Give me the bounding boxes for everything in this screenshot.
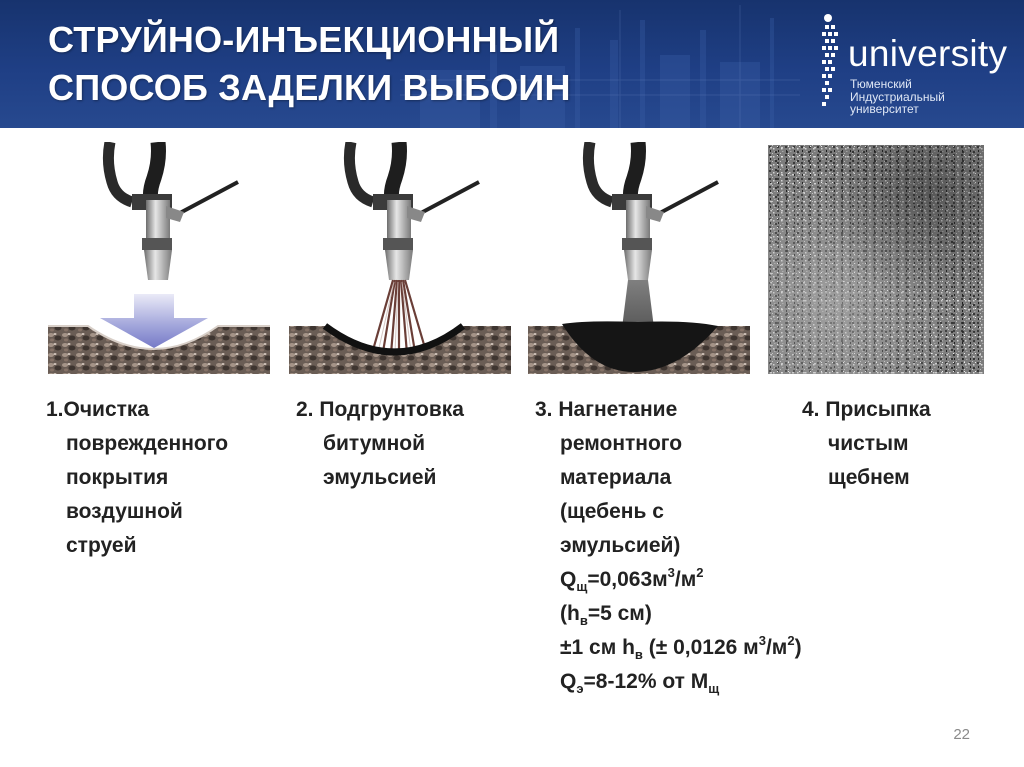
step-4-line-2: чистым [828,432,909,455]
page-number: 22 [953,726,970,743]
logo-sub-line-2: Индустриальный [850,89,945,104]
step-4-gravel-surface-photo [768,145,984,374]
step-3-line-1: 3. Нагнетание [535,398,678,421]
qe-subscript-2: щ [708,681,720,696]
step-1-line-4: воздушной [66,500,183,523]
layer-height-formula [535,597,895,631]
qe-value: =8-12% от М [583,670,709,693]
emulsion-rate-formula [535,665,895,699]
q-unit-superscript: 3 [667,565,675,580]
university-emblem-icon [818,12,848,112]
logo-sub-line-3: университет [850,102,919,116]
h-symbol: (h [560,602,580,625]
q-symbol: Q [560,568,577,591]
q-subscript: щ [576,579,588,594]
step-1-line-1: 1.Очистка [46,398,150,421]
crushed-stone-rate-formula [535,563,895,597]
tol-prefix: ±1 см h [560,636,635,659]
tol-subscript: в [634,647,643,662]
step-2-line-2: битумной [323,432,426,455]
h-value: =5 см) [587,602,652,625]
step-2-priming-illustration [289,142,511,374]
step-3-line-2: ремонтного [560,432,683,455]
step-3-injection-illustration [528,142,750,374]
logo-sub-line-1: Тюменский [850,77,912,91]
qe-subscript: э [576,681,584,696]
step-1-caption [46,393,281,563]
slide-title [48,16,648,112]
slide-header [0,0,1024,128]
step-1-line-5: струей [66,534,137,557]
logo-subtitle [850,78,945,116]
tol-value: (± 0,0126 м [642,636,759,659]
step-4-caption [802,393,992,495]
step-3-line-5: эмульсией) [560,534,681,557]
tol-superscript: 3 [758,633,766,648]
step-3-line-4: (щебень с [560,500,664,523]
step-1-line-3: покрытия [66,466,169,489]
step-3-line-3: материала [560,466,672,489]
step-4-line-3: щебнем [828,466,910,489]
step-1-air-cleaning-illustration [48,142,270,374]
tol-unit-rest: /м [765,636,788,659]
tol-close: ) [794,636,802,659]
tolerance-formula [535,631,895,665]
qe-symbol: Q [560,670,577,693]
q-unit-superscript-2: 2 [696,565,704,580]
h-subscript: в [579,613,588,628]
step-2-caption [296,393,516,495]
logo-wordmark: university [848,33,1008,74]
q-unit-rest: /м [674,568,697,591]
step-2-line-1: 2. Подгрунтовка [296,398,464,421]
university-logo [818,12,1008,116]
q-value: =0,063м [587,568,668,591]
tol-superscript-2: 2 [787,633,795,648]
title-line-2: СПОСОБ ЗАДЕЛКИ ВЫБОИН [48,67,571,108]
step-2-line-3: эмульсией [323,466,437,489]
step-1-line-2: поврежденного [66,432,229,455]
step-4-line-1: 4. Присыпка [802,398,931,421]
title-line-1: СТРУЙНО-ИНЪЕКЦИОННЫЙ [48,19,560,60]
